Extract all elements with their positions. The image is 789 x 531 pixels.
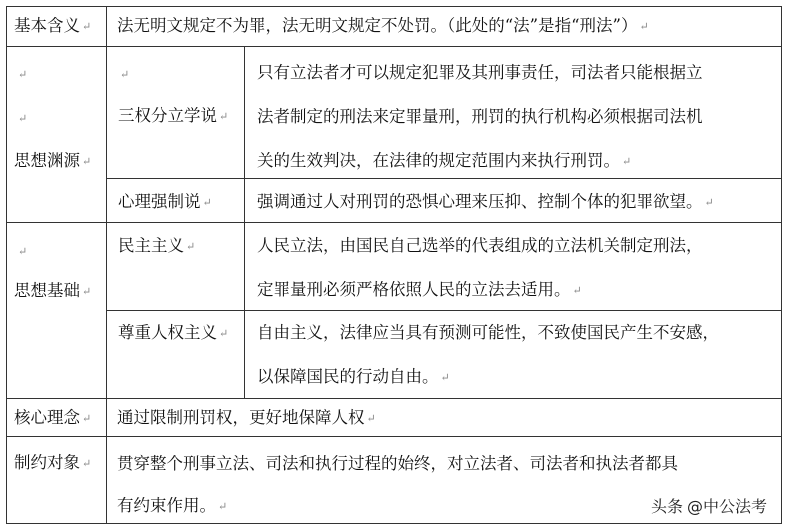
basis-sub1-line-1: 人民立法，由国民自己选举的代表组成的立法机关制定刑法， [257,236,703,255]
basis-mark-1: ↵ [18,244,28,258]
basis-sub2-label: 尊重人权主义 ↵ [118,323,229,342]
principle-table [6,6,782,524]
rule-after-meaning [6,46,782,47]
meaning-content: 法无明文规定不为罪，法无明文规定不处罚。（此处的“法”是指“刑法”） ↵ [117,16,649,35]
rule-after-origin [6,222,782,223]
core-content: 通过限制刑罚权，更好地保障人权 ↵ [117,408,376,427]
restrict-line-2: 有约束作用。 ↵ [117,496,228,515]
rule-label-col [106,6,107,524]
rule-sublabel-col [244,46,245,398]
origin-mark-2: ↵ [18,111,28,125]
restrict-label: 制约对象 ↵ [14,453,92,472]
rule-right [781,6,782,524]
rule-origin-split [106,178,782,179]
watermark-handle: @中公法考 [686,497,767,516]
origin-sub2-label: 心理强制说 ↵ [118,192,212,211]
watermark [647,492,771,519]
origin-sub2-line-1: 强调通过人对刑罚的恐惧心理来压抑、控制个体的犯罪欲望。 ↵ [257,192,714,211]
rule-top [6,6,782,7]
rule-after-basis [6,398,782,399]
origin-sub1-mark: ↵ [120,67,130,81]
origin-sub1-line-1: 只有立法者才可以规定犯罪及其刑事责任，司法者只能根据立 [257,63,703,82]
meaning-label: 基本含义 ↵ [14,16,92,35]
rule-bottom [6,523,782,524]
basis-sub2-line-1: 自由主义，法律应当具有预测可能性，不致使国民产生不安感， [257,323,719,342]
basis-sub1-line-2: 定罪量刑必须严格依照人民的立法去适用。 ↵ [257,280,582,299]
basis-sub1-label: 民主主义 ↵ [118,236,196,255]
watermark-prefix: 头条 [650,497,683,516]
rule-basis-split [106,310,782,311]
origin-mark-1: ↵ [18,67,28,81]
restrict-line-1: 贯穿整个刑事立法、司法和执行过程的始终，对立法者、司法者和执法者都具 [117,454,678,473]
rule-left [6,6,7,524]
origin-sub1-line-3: 关的生效判决，在法律的规定范围内来执行刑罚。 ↵ [257,151,632,170]
origin-label: 思想渊源 ↵ [14,151,92,170]
origin-sub1-label: 三权分立学说 ↵ [118,106,229,125]
basis-sub2-line-2: 以保障国民的行动自由。 ↵ [257,367,450,386]
basis-label: 思想基础 ↵ [14,281,92,300]
rule-after-core [6,436,782,437]
origin-sub1-line-2: 法者制定的刑法来定罪量刑，刑罚的执行机构必须根据司法机 [257,107,703,126]
core-label: 核心理念 ↵ [14,408,92,427]
